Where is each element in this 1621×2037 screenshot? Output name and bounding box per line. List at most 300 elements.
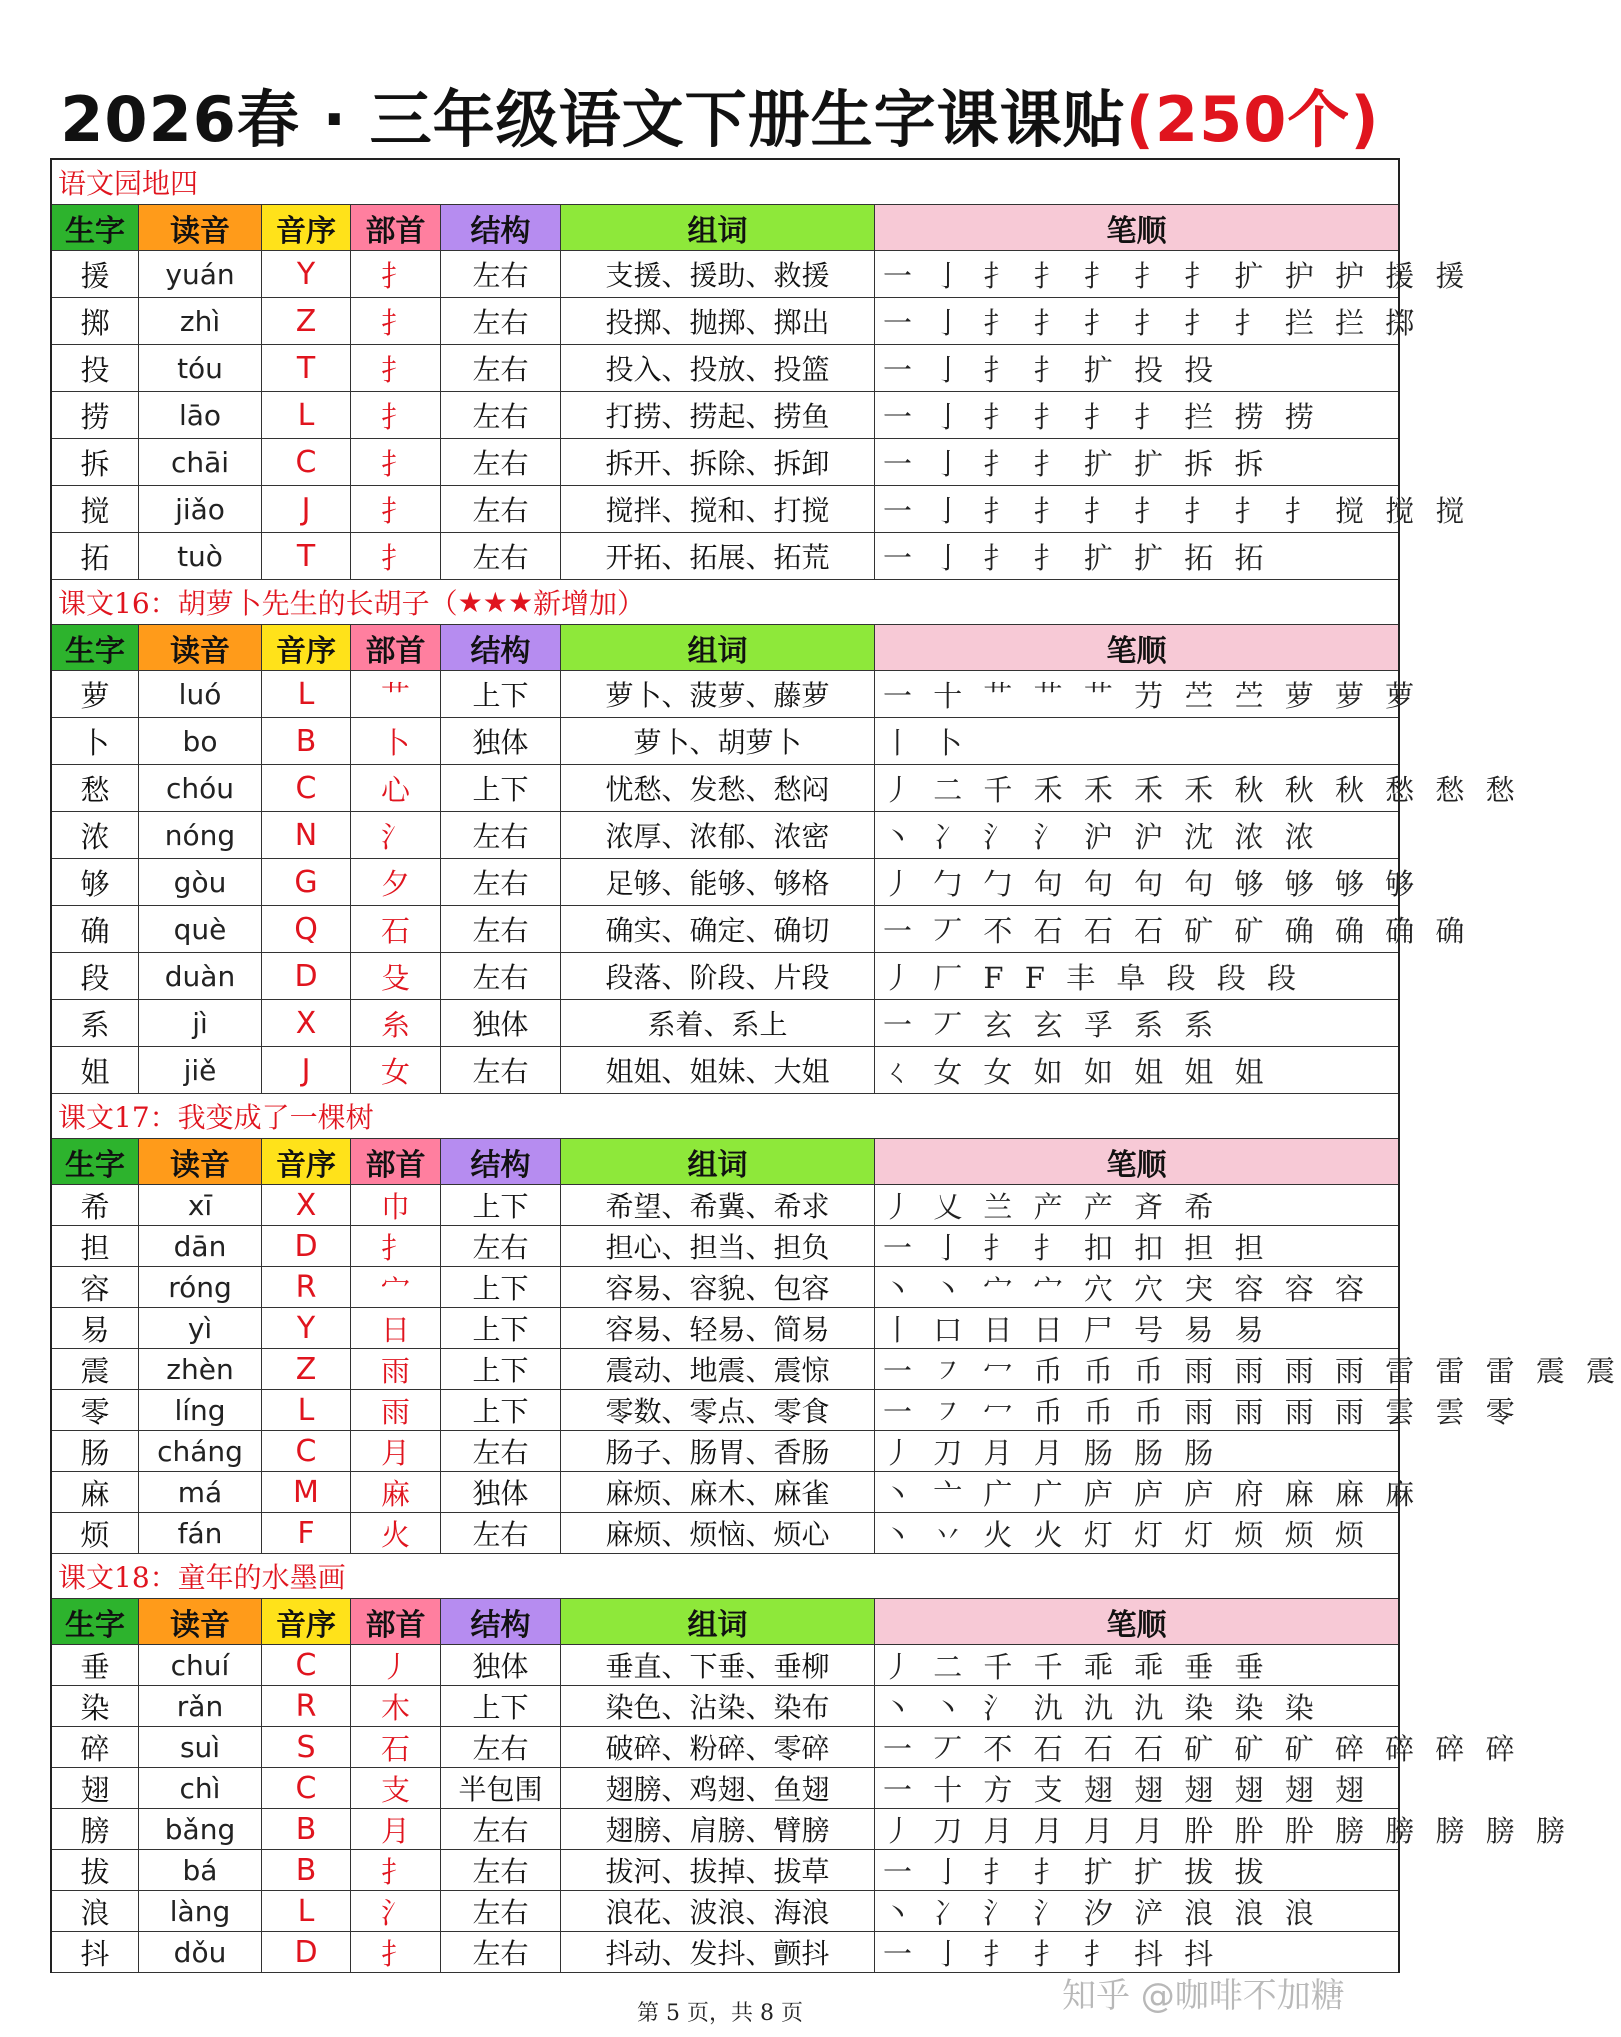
structure-cell: 左右 <box>441 533 561 579</box>
pinyin-cell: chāi <box>139 439 262 485</box>
header-cell: 结构 <box>441 625 561 670</box>
words-cell: 段落、阶段、片段 <box>561 953 875 999</box>
char-cell: 抖 <box>52 1932 139 1972</box>
radical-cell: 丿 <box>351 1645 441 1685</box>
structure-cell: 左右 <box>441 345 561 391</box>
header-cell: 笔顺 <box>875 625 1398 670</box>
pinyin-cell: jiě <box>139 1047 262 1093</box>
pinyin-cell: làng <box>139 1891 262 1931</box>
words-cell: 抖动、发抖、颤抖 <box>561 1932 875 1972</box>
pinyin-cell: bǎng <box>139 1809 262 1849</box>
title-main: 2026春 · 三年级语文下册生字课课贴 <box>60 83 1126 156</box>
words-cell: 系着、系上 <box>561 1000 875 1046</box>
structure-cell: 左右 <box>441 439 561 485</box>
radical-cell: 氵 <box>351 812 441 858</box>
pinyin-cell: tuò <box>139 533 262 579</box>
char-cell: 希 <box>52 1185 139 1225</box>
pinyin-cell: dān <box>139 1226 262 1266</box>
header-cell: 读音 <box>139 625 262 670</box>
table-row <box>52 1686 1398 1727</box>
radical-cell: 扌 <box>351 533 441 579</box>
char-cell: 段 <box>52 953 139 999</box>
words-cell: 翅膀、肩膀、臂膀 <box>561 1809 875 1849</box>
words-cell: 麻烦、麻木、麻雀 <box>561 1472 875 1512</box>
header-cell: 组词 <box>561 1139 875 1184</box>
char-cell: 麻 <box>52 1472 139 1512</box>
stroke-order-cell: 一 亅 扌 扌 扣 扣 担 担 <box>883 1230 1270 1265</box>
structure-cell: 左右 <box>441 392 561 438</box>
words-cell: 浓厚、浓郁、浓密 <box>561 812 875 858</box>
table-row <box>52 671 1421 718</box>
stroke-order-cell: 一 丆 不 石 石 石 矿 矿 矿 碎 碎 碎 碎 <box>883 1731 1521 1766</box>
structure-cell: 半包围 <box>441 1768 561 1808</box>
stroke-order-cell: 一 亅 扌 扌 扩 扩 拆 拆 <box>883 446 1270 481</box>
initial-cell: M <box>262 1472 351 1512</box>
stroke-order-cell: 一 亅 扌 扌 扌 扌 扌 扌 扌 搅 搅 搅 <box>883 493 1471 528</box>
stroke-order-cell: 一 亅 扌 扌 扌 扌 拦 捞 捞 <box>883 399 1320 434</box>
initial-cell: Y <box>262 1308 351 1348</box>
table-row <box>52 298 1421 345</box>
initial-cell: C <box>262 439 351 485</box>
char-cell: 投 <box>52 345 139 391</box>
words-cell: 肠子、肠胃、香肠 <box>561 1431 875 1471</box>
table-row <box>52 1768 1398 1809</box>
radical-cell: 雨 <box>351 1390 441 1430</box>
initial-cell: R <box>262 1686 351 1726</box>
stroke-order-cell: 丨 卜 <box>883 725 969 760</box>
radical-cell: 月 <box>351 1809 441 1849</box>
initial-cell: C <box>262 1645 351 1685</box>
section-title <box>52 160 1398 205</box>
character-table <box>50 158 1621 1973</box>
header-cell: 生字 <box>52 625 139 670</box>
table-row <box>52 1349 1621 1390</box>
initial-cell: Q <box>262 906 351 952</box>
initial-cell: B <box>262 718 351 764</box>
radical-cell: 扌 <box>351 439 441 485</box>
words-cell: 确实、确定、确切 <box>561 906 875 952</box>
structure-cell: 左右 <box>441 1047 561 1093</box>
pinyin-cell: què <box>139 906 262 952</box>
initial-cell: S <box>262 1727 351 1767</box>
initial-cell: C <box>262 765 351 811</box>
words-cell: 投入、投放、投篮 <box>561 345 875 391</box>
header-cell: 部首 <box>351 1599 441 1644</box>
pinyin-cell: chuí <box>139 1645 262 1685</box>
structure-cell: 独体 <box>441 718 561 764</box>
words-cell: 担心、担当、担负 <box>561 1226 875 1266</box>
table-row <box>52 1513 1398 1554</box>
table-row <box>52 1000 1398 1047</box>
stroke-order-cell: 一 丆 玄 玄 孚 系 系 <box>883 1007 1220 1042</box>
page-title <box>0 70 1440 159</box>
stroke-order-cell: 丿 乂 兰 产 产 斉 希 <box>883 1189 1220 1224</box>
initial-cell: L <box>262 1390 351 1430</box>
pinyin-cell: chì <box>139 1768 262 1808</box>
pinyin-cell: zhèn <box>139 1349 262 1389</box>
char-cell: 援 <box>52 251 139 297</box>
table-row <box>52 1185 1398 1226</box>
radical-cell: 雨 <box>351 1349 441 1389</box>
structure-cell: 左右 <box>441 1513 561 1553</box>
char-cell: 担 <box>52 1226 139 1266</box>
initial-cell: L <box>262 1891 351 1931</box>
structure-cell: 左右 <box>441 1727 561 1767</box>
initial-cell: D <box>262 1226 351 1266</box>
stroke-order-cell: 一 ㇇ 冖 币 币 币 雨 雨 雨 雨 雷 雷 雷 震 震 <box>883 1353 1621 1388</box>
words-cell: 萝卜、菠萝、藤萝 <box>561 671 875 717</box>
char-cell: 拓 <box>52 533 139 579</box>
char-cell: 染 <box>52 1686 139 1726</box>
header-cell: 组词 <box>561 205 875 250</box>
words-cell: 容易、容貌、包容 <box>561 1267 875 1307</box>
initial-cell: Z <box>262 1349 351 1389</box>
header-cell: 笔顺 <box>875 205 1398 250</box>
radical-cell: 扌 <box>351 1850 441 1890</box>
header-cell: 读音 <box>139 1599 262 1644</box>
radical-cell: 麻 <box>351 1472 441 1512</box>
words-cell: 染色、沾染、染布 <box>561 1686 875 1726</box>
structure-cell: 左右 <box>441 906 561 952</box>
structure-cell: 左右 <box>441 812 561 858</box>
stroke-order-cell: 一 亅 扌 扌 扩 投 投 <box>883 352 1220 387</box>
header-cell: 组词 <box>561 1599 875 1644</box>
table-header <box>52 1139 1398 1185</box>
pinyin-cell: rǎn <box>139 1686 262 1726</box>
words-cell: 支援、援助、救援 <box>561 251 875 297</box>
char-cell: 易 <box>52 1308 139 1348</box>
header-cell: 组词 <box>561 625 875 670</box>
table-header <box>52 625 1398 671</box>
table-row <box>52 1390 1521 1431</box>
words-cell: 翅膀、鸡翅、鱼翅 <box>561 1768 875 1808</box>
stroke-order-cell: 一 亅 扌 扌 扌 扌 扌 扩 护 护 援 援 <box>883 258 1471 293</box>
section-label: 课文17：我变成了一棵树 <box>58 1101 374 1134</box>
table-row <box>52 1850 1398 1891</box>
radical-cell: 石 <box>351 906 441 952</box>
stroke-order-cell: 丶 丶 宀 宀 穴 穴 宊 容 容 容 <box>883 1271 1370 1306</box>
table-row <box>52 486 1471 533</box>
words-cell: 萝卜、胡萝卜 <box>561 718 875 764</box>
table-row <box>52 1226 1398 1267</box>
header-cell: 部首 <box>351 625 441 670</box>
initial-cell: C <box>262 1431 351 1471</box>
initial-cell: C <box>262 1768 351 1808</box>
stroke-order-cell: 丶 冫 氵 氵 沪 沪 沈 浓 浓 <box>883 819 1320 854</box>
section-label-tail: 新增加） <box>532 587 645 620</box>
char-cell: 掷 <box>52 298 139 344</box>
structure-cell: 左右 <box>441 1891 561 1931</box>
table-row <box>52 1431 1398 1472</box>
header-cell: 生字 <box>52 1139 139 1184</box>
pinyin-cell: nóng <box>139 812 262 858</box>
words-cell: 姐姐、姐妹、大姐 <box>561 1047 875 1093</box>
header-cell: 生字 <box>52 1599 139 1644</box>
char-cell: 搅 <box>52 486 139 532</box>
char-cell: 肠 <box>52 1431 139 1471</box>
char-cell: 萝 <box>52 671 139 717</box>
header-cell: 生字 <box>52 205 139 250</box>
radical-cell: 夕 <box>351 859 441 905</box>
header-cell: 音序 <box>262 205 351 250</box>
char-cell: 卜 <box>52 718 139 764</box>
char-cell: 容 <box>52 1267 139 1307</box>
table-row <box>52 1472 1421 1513</box>
header-cell: 音序 <box>262 625 351 670</box>
section-label: 课文16：胡萝卜先生的长胡子（ <box>58 587 458 620</box>
table-row <box>52 812 1398 859</box>
char-cell: 垂 <box>52 1645 139 1685</box>
section-label: 课文18：童年的水墨画 <box>58 1561 346 1594</box>
pinyin-cell: bo <box>139 718 262 764</box>
initial-cell: Y <box>262 251 351 297</box>
char-cell: 愁 <box>52 765 139 811</box>
stroke-order-cell: 丶 丶 氵 氿 氿 氿 染 染 染 <box>883 1690 1320 1725</box>
pinyin-cell: cháng <box>139 1431 262 1471</box>
initial-cell: X <box>262 1185 351 1225</box>
char-cell: 碎 <box>52 1727 139 1767</box>
stroke-order-cell: 一 亅 扌 扌 扌 扌 扌 扌 拦 拦 掷 <box>883 305 1421 340</box>
pinyin-cell: chóu <box>139 765 262 811</box>
pinyin-cell: zhì <box>139 298 262 344</box>
initial-cell: B <box>262 1809 351 1849</box>
table-header <box>52 205 1398 251</box>
radical-cell: 氵 <box>351 1891 441 1931</box>
char-cell: 膀 <box>52 1809 139 1849</box>
words-cell: 希望、希冀、希求 <box>561 1185 875 1225</box>
pinyin-cell: yuán <box>139 251 262 297</box>
radical-cell: 扌 <box>351 251 441 297</box>
table-row <box>52 718 1398 765</box>
structure-cell: 上下 <box>441 1308 561 1348</box>
words-cell: 拔河、拔掉、拔草 <box>561 1850 875 1890</box>
pinyin-cell: suì <box>139 1727 262 1767</box>
structure-cell: 独体 <box>441 1000 561 1046</box>
initial-cell: T <box>262 345 351 391</box>
pinyin-cell: luó <box>139 671 262 717</box>
structure-cell: 上下 <box>441 671 561 717</box>
table-row <box>52 1645 1398 1686</box>
structure-cell: 独体 <box>441 1645 561 1685</box>
words-cell: 投掷、抛掷、掷出 <box>561 298 875 344</box>
radical-cell: 木 <box>351 1686 441 1726</box>
initial-cell: J <box>262 486 351 532</box>
table-row <box>52 906 1471 953</box>
initial-cell: Z <box>262 298 351 344</box>
stroke-order-cell: 一 亅 扌 扌 扌 抖 抖 <box>883 1936 1220 1971</box>
watermark: 知乎 @咖啡不加糖 <box>1062 1976 1345 2016</box>
pinyin-cell: jiǎo <box>139 486 262 532</box>
stroke-order-cell: 丿 二 千 千 乖 乖 垂 垂 <box>883 1649 1270 1684</box>
pinyin-cell: dǒu <box>139 1932 262 1972</box>
radical-cell: 月 <box>351 1431 441 1471</box>
pinyin-cell: jì <box>139 1000 262 1046</box>
radical-cell: 糸 <box>351 1000 441 1046</box>
structure-cell: 左右 <box>441 859 561 905</box>
structure-cell: 上下 <box>441 1686 561 1726</box>
table-header <box>52 1599 1398 1645</box>
section-title <box>52 1094 1398 1139</box>
header-cell: 笔顺 <box>875 1139 1398 1184</box>
initial-cell: B <box>262 1850 351 1890</box>
table-row <box>52 251 1471 298</box>
radical-cell: 扌 <box>351 1226 441 1266</box>
char-cell: 浪 <box>52 1891 139 1931</box>
words-cell: 搅拌、搅和、打搅 <box>561 486 875 532</box>
table-row <box>52 953 1398 1000</box>
stroke-order-cell: 一 十 艹 艹 艹 芀 苎 苎 萝 萝 萝 <box>883 678 1421 713</box>
char-cell: 拔 <box>52 1850 139 1890</box>
initial-cell: L <box>262 671 351 717</box>
table-row <box>52 533 1398 580</box>
stroke-order-cell: 丿 刀 月 月 月 月 肸 肸 肸 膀 膀 膀 膀 膀 <box>883 1813 1571 1848</box>
header-cell: 结构 <box>441 205 561 250</box>
char-cell: 零 <box>52 1390 139 1430</box>
radical-cell: 巾 <box>351 1185 441 1225</box>
section-label: 语文园地四 <box>58 167 199 200</box>
initial-cell: R <box>262 1267 351 1307</box>
radical-cell: 日 <box>351 1308 441 1348</box>
table-row <box>52 1809 1571 1850</box>
structure-cell: 左右 <box>441 953 561 999</box>
table-row <box>52 1727 1521 1768</box>
pinyin-cell: má <box>139 1472 262 1512</box>
words-cell: 垂直、下垂、垂柳 <box>561 1645 875 1685</box>
structure-cell: 上下 <box>441 1349 561 1389</box>
radical-cell: 宀 <box>351 1267 441 1307</box>
structure-cell: 左右 <box>441 251 561 297</box>
table-row <box>52 1932 1398 1973</box>
radical-cell: 艹 <box>351 671 441 717</box>
words-cell: 拆开、拆除、拆卸 <box>561 439 875 485</box>
radical-cell: 女 <box>351 1047 441 1093</box>
title-count: (250个) <box>1125 83 1380 156</box>
stroke-order-cell: 丿 刀 月 月 肠 肠 肠 <box>883 1435 1220 1470</box>
radical-cell: 心 <box>351 765 441 811</box>
words-cell: 麻烦、烦恼、烦心 <box>561 1513 875 1553</box>
radical-cell: 石 <box>351 1727 441 1767</box>
char-cell: 浓 <box>52 812 139 858</box>
pinyin-cell: duàn <box>139 953 262 999</box>
char-cell: 确 <box>52 906 139 952</box>
header-cell: 结构 <box>441 1139 561 1184</box>
char-cell: 翅 <box>52 1768 139 1808</box>
structure-cell: 左右 <box>441 298 561 344</box>
table-row <box>52 345 1398 392</box>
char-cell: 震 <box>52 1349 139 1389</box>
header-cell: 音序 <box>262 1139 351 1184</box>
initial-cell: J <box>262 1047 351 1093</box>
structure-cell: 左右 <box>441 1850 561 1890</box>
radical-cell: 支 <box>351 1768 441 1808</box>
stroke-order-cell: 一 亅 扌 扌 扩 扩 拓 拓 <box>883 540 1270 575</box>
radical-cell: 扌 <box>351 392 441 438</box>
radical-cell: 扌 <box>351 486 441 532</box>
initial-cell: X <box>262 1000 351 1046</box>
radical-cell: 殳 <box>351 953 441 999</box>
char-cell: 拆 <box>52 439 139 485</box>
words-cell: 零数、零点、零食 <box>561 1390 875 1430</box>
words-cell: 开拓、拓展、拓荒 <box>561 533 875 579</box>
pinyin-cell: bá <box>139 1850 262 1890</box>
initial-cell: F <box>262 1513 351 1553</box>
initial-cell: L <box>262 392 351 438</box>
initial-cell: N <box>262 812 351 858</box>
pinyin-cell: gòu <box>139 859 262 905</box>
header-cell: 部首 <box>351 1139 441 1184</box>
pinyin-cell: xī <box>139 1185 262 1225</box>
char-cell: 捞 <box>52 392 139 438</box>
char-cell: 烦 <box>52 1513 139 1553</box>
char-cell: 姐 <box>52 1047 139 1093</box>
structure-cell: 上下 <box>441 765 561 811</box>
header-cell: 音序 <box>262 1599 351 1644</box>
section-title <box>52 580 1398 625</box>
initial-cell: G <box>262 859 351 905</box>
pinyin-cell: fán <box>139 1513 262 1553</box>
star-icon: ★★★ <box>457 585 533 619</box>
stroke-order-cell: 丨 口 日 日 尸 号 易 易 <box>883 1312 1270 1347</box>
stroke-order-cell: 一 十 方 支 翅 翅 翅 翅 翅 翅 <box>883 1772 1370 1807</box>
table-row <box>52 1047 1398 1094</box>
stroke-order-cell: ㄑ 女 女 如 如 姐 姐 姐 <box>883 1054 1270 1089</box>
section-title <box>52 1554 1398 1599</box>
structure-cell: 左右 <box>441 1226 561 1266</box>
stroke-order-cell: 丿 厂 F F 丰 阜 段 段 段 <box>883 960 1302 995</box>
table-row <box>52 765 1521 812</box>
header-cell: 读音 <box>139 1139 262 1184</box>
structure-cell: 上下 <box>441 1185 561 1225</box>
radical-cell: 扌 <box>351 345 441 391</box>
char-cell: 系 <box>52 1000 139 1046</box>
initial-cell: T <box>262 533 351 579</box>
words-cell: 忧愁、发愁、愁闷 <box>561 765 875 811</box>
words-cell: 震动、地震、震惊 <box>561 1349 875 1389</box>
stroke-order-cell: 丶 冫 氵 氵 汐 浐 浪 浪 浪 <box>883 1895 1320 1930</box>
table-row <box>52 392 1398 439</box>
table-row <box>52 439 1398 486</box>
structure-cell: 左右 <box>441 486 561 532</box>
stroke-order-cell: 丶 丷 火 火 灯 灯 灯 烦 烦 烦 <box>883 1517 1370 1552</box>
pinyin-cell: tóu <box>139 345 262 391</box>
radical-cell: 扌 <box>351 298 441 344</box>
char-cell: 够 <box>52 859 139 905</box>
stroke-order-cell: 丶 亠 广 广 庐 庐 庐 府 麻 麻 麻 <box>883 1476 1421 1511</box>
pinyin-cell: yì <box>139 1308 262 1348</box>
structure-cell: 上下 <box>441 1267 561 1307</box>
stroke-order-cell: 一 丆 不 石 石 石 矿 矿 确 确 确 确 <box>883 913 1471 948</box>
header-cell: 笔顺 <box>875 1599 1398 1644</box>
radical-cell: 扌 <box>351 1932 441 1972</box>
structure-cell: 左右 <box>441 1932 561 1972</box>
words-cell: 足够、能够、够格 <box>561 859 875 905</box>
initial-cell: D <box>262 953 351 999</box>
stroke-order-cell: 丿 勹 勹 句 句 句 句 够 够 够 够 <box>883 866 1421 901</box>
stroke-order-cell: 丿 二 千 禾 禾 禾 禾 秋 秋 秋 愁 愁 愁 <box>883 772 1521 807</box>
structure-cell: 上下 <box>441 1390 561 1430</box>
pinyin-cell: róng <box>139 1267 262 1307</box>
table-row <box>52 1891 1398 1932</box>
radical-cell: 卜 <box>351 718 441 764</box>
page-footer: 第 5 页，共 8 页 <box>637 2001 803 2026</box>
table-row <box>52 1267 1398 1308</box>
words-cell: 破碎、粉碎、零碎 <box>561 1727 875 1767</box>
pinyin-cell: lāo <box>139 392 262 438</box>
structure-cell: 左右 <box>441 1809 561 1849</box>
radical-cell: 火 <box>351 1513 441 1553</box>
stroke-order-cell: 一 亅 扌 扌 扩 扩 拔 拔 <box>883 1854 1270 1889</box>
header-cell: 部首 <box>351 205 441 250</box>
